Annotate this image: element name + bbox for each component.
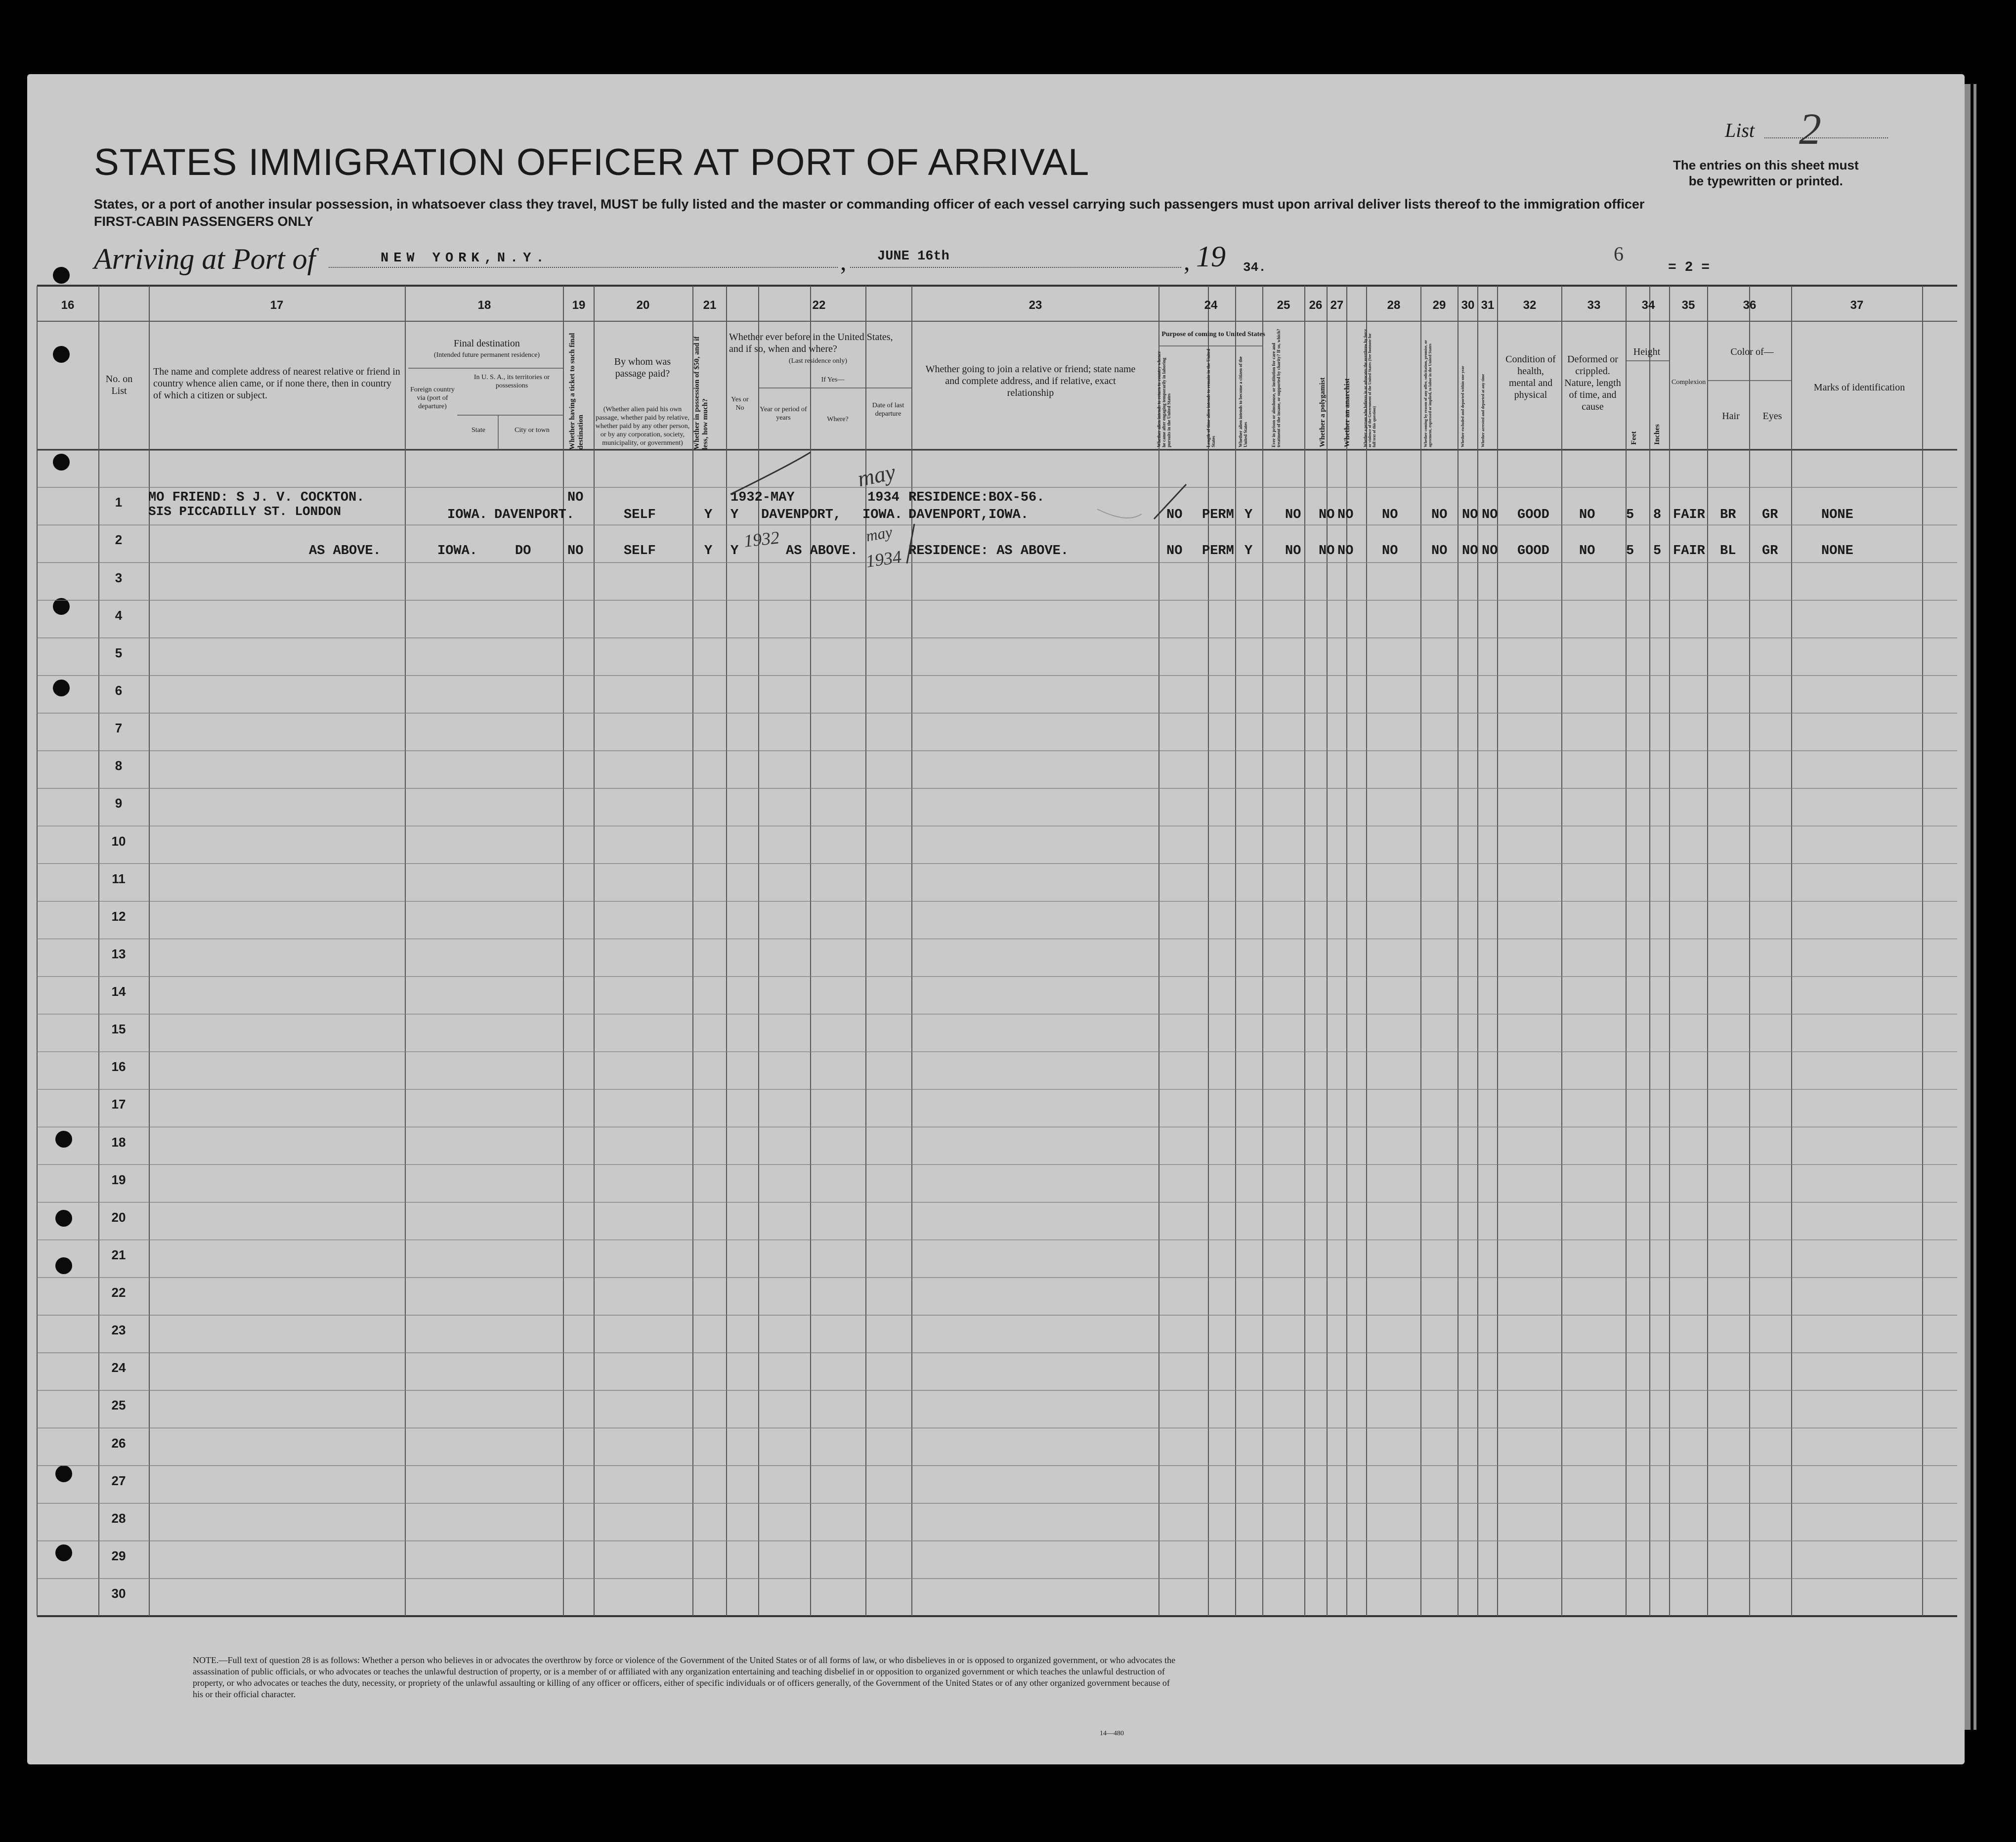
header-purpose-citizen: Whether alien intends to become a citizen of the United States xyxy=(1238,356,1248,447)
marks: NONE xyxy=(1821,544,1853,558)
before-where: DAVENPORT, xyxy=(761,508,842,522)
column-number: 26 xyxy=(1309,299,1323,312)
polygamist: NO xyxy=(1319,508,1335,522)
row-number: 8 xyxy=(115,758,123,773)
handwritten-may-2: may xyxy=(864,522,894,545)
list-label: List xyxy=(1725,119,1755,141)
header-before-in-us: Whether ever before in the United States, and if so, when and where? xyxy=(729,332,893,354)
typed-note-line-2: be typewritten or printed. xyxy=(1688,173,1843,188)
money: Y xyxy=(704,544,713,558)
column-number: 30 xyxy=(1461,299,1475,312)
eyes: GR xyxy=(1762,508,1778,522)
hand-mark: 6 xyxy=(1614,243,1624,265)
row-number: 6 xyxy=(115,683,123,698)
header-state: State xyxy=(472,427,485,434)
row-number: 11 xyxy=(112,871,126,886)
citizen: Y xyxy=(1244,508,1253,522)
row-number: 4 xyxy=(115,607,123,623)
ticket: NO xyxy=(567,490,584,505)
header-yes-no: Yes or No xyxy=(731,396,749,412)
header-anarchist: Whether an anarchist xyxy=(1343,378,1351,447)
deformed: NO xyxy=(1579,508,1595,522)
header-deformed: Deformed or crippled. Nature, length of time, and cause xyxy=(1564,354,1621,412)
height-inches: 8 xyxy=(1653,508,1662,522)
instructions: States, or a port of another insular possession, in whatsoever class they travel, MUST be fully listed and the master or commanding officer of each vessel carrying such passengers must upon arrival deliver lists thereof to the immigration officer xyxy=(94,197,1645,212)
row-number: 7 xyxy=(115,721,123,736)
complexion: FAIR xyxy=(1673,508,1705,522)
header-final-destination: Final destination xyxy=(454,338,520,349)
handwritten-1934: 1934 xyxy=(864,547,903,571)
header-purpose: Purpose of coming to United States xyxy=(1161,331,1265,338)
before-where-2: IOWA. xyxy=(862,508,903,522)
row-number: 20 xyxy=(111,1209,126,1225)
header-where: Where? xyxy=(827,416,849,423)
arriving-label: Arriving at Port of xyxy=(94,243,316,275)
header-last-departure: Date of last departure xyxy=(872,402,904,418)
column-number: 27 xyxy=(1330,299,1344,312)
column-number: 31 xyxy=(1481,299,1495,312)
header-excluded: Whether excluded and deported within one year xyxy=(1460,366,1465,447)
row-number: 14 xyxy=(111,984,126,999)
health: GOOD xyxy=(1517,508,1549,522)
anarchist: NO xyxy=(1337,508,1354,522)
page-title: STATES IMMIGRATION OFFICER AT PORT OF ARRIVAL xyxy=(94,141,1090,183)
typed-note-line-1: The entries on this sheet must xyxy=(1673,158,1859,172)
passenger-class: FIRST-CABIN PASSENGERS ONLY xyxy=(94,214,314,229)
footnote: NOTE.—Full text of question 28 is as follows: Whether a person who believes in or advocates the overthrow by force or violence of the Government of the United States or of all forms of law, or who disbelieves in or is opposed to organized government, or who advocates the assassination of public officials, or who advocates or teaches the unlawful destruction of property, or is a member of or affiliated with any organization entertaining and teaching disbelief in or opposition to organized government or which teaches the unlawful destruction of property, or who advocates or teaches the duty, necessity, or propriety of the unlawful assaulting or killing of any officer or officers, either of specific individuals or of officers generally, of the Government of the United States or of any other organized government because of his or their official character. xyxy=(193,1655,1176,1699)
column-number: 18 xyxy=(477,299,491,312)
join-line-1: RESIDENCE: AS ABOVE. xyxy=(908,544,1069,558)
row-number: 25 xyxy=(111,1398,126,1413)
deported: NO xyxy=(1482,508,1498,522)
before-where: AS ABOVE. xyxy=(786,544,858,558)
height-inches: 5 xyxy=(1653,544,1662,558)
excluded: NO xyxy=(1462,544,1478,558)
header-overthrow: Whether a person who believes in or advocates the overthrow by force or violence of the Government of the United States (See footnote for full text of this question) xyxy=(1363,329,1376,447)
header-health: Condition of health, mental and physical xyxy=(1505,354,1556,400)
row-number: 16 xyxy=(111,1059,126,1074)
row-number: 28 xyxy=(111,1510,126,1526)
header-year: Year or period of years xyxy=(760,406,807,422)
header-if-yes: If Yes— xyxy=(821,376,845,384)
header-height: Height xyxy=(1633,346,1661,357)
header-deported: Whether arrested and deported at any time xyxy=(1481,374,1485,447)
row-number: 24 xyxy=(111,1360,126,1375)
ticket: NO xyxy=(567,544,584,558)
year-prefix: 19 xyxy=(1196,240,1226,273)
excluded: NO xyxy=(1462,508,1478,522)
row-number: 29 xyxy=(111,1548,126,1563)
overthrow: NO xyxy=(1382,508,1398,522)
column-number: 25 xyxy=(1277,299,1290,312)
column-number: 36 xyxy=(1743,299,1757,312)
purpose: NO xyxy=(1166,508,1183,522)
column-number: 23 xyxy=(1029,299,1042,312)
before-year: 1932-MAY xyxy=(730,490,795,505)
column-number: 16 xyxy=(61,299,75,312)
complexion: FAIR xyxy=(1673,544,1705,558)
header-marks: Marks of identification xyxy=(1813,382,1905,393)
overthrow: NO xyxy=(1382,544,1398,558)
header-paid-by: By whom was passage paid? xyxy=(614,356,671,379)
header-final-destination-sub: (Intended future permanent residence) xyxy=(433,351,540,359)
header-polygamist: Whether a polygamist xyxy=(1319,377,1327,447)
row-number: 30 xyxy=(111,1586,126,1601)
row-number: 17 xyxy=(111,1097,126,1112)
row-number: 23 xyxy=(111,1323,126,1338)
anarchist: NO xyxy=(1337,544,1354,558)
header-usa: In U. S. A., its territories or possessions xyxy=(473,374,550,389)
header-color: Color of— xyxy=(1730,346,1774,357)
relative-line-1: AS ABOVE. xyxy=(309,544,381,558)
marks: NONE xyxy=(1821,508,1853,522)
header-city: City or town xyxy=(515,427,550,434)
header-purpose-length: Length of time alien intends to remain in the United States xyxy=(1206,348,1216,447)
header-purpose-return: Whether alien intends to return to country whence he came after engaging temporarily in laboring pursuits in the United States xyxy=(1157,351,1171,447)
comma: , xyxy=(840,248,847,275)
arrival-date: JUNE 16th xyxy=(877,249,949,264)
header-complexion: Complexion xyxy=(1672,379,1706,386)
hair: BL xyxy=(1720,544,1736,558)
before-yes: Y xyxy=(730,508,739,522)
column-number: 28 xyxy=(1387,299,1401,312)
form-number: 14—480 xyxy=(1100,1730,1124,1737)
header-feet: Feet xyxy=(1630,431,1638,445)
column-number: 33 xyxy=(1587,299,1601,312)
row-number: 3 xyxy=(115,570,123,585)
column-number: 34 xyxy=(1641,299,1655,312)
handwritten-may: may xyxy=(855,459,898,492)
header-foreign-country: Foreign country via (port of departure) xyxy=(410,386,455,410)
header-hair: Hair xyxy=(1722,411,1740,422)
column-number: 17 xyxy=(270,299,284,312)
row-number: 21 xyxy=(111,1247,126,1262)
height-feet: 5 xyxy=(1626,508,1634,522)
purpose: NO xyxy=(1166,544,1183,558)
prison: NO xyxy=(1285,508,1301,522)
column-number: 35 xyxy=(1681,299,1695,312)
row-number: 5 xyxy=(115,645,123,660)
header-no-on-list: No. on List xyxy=(105,374,133,396)
header-eyes: Eyes xyxy=(1762,411,1782,422)
header-labor: Whether coming by reason of any offer, solicitation, promise, or agreement, expressed or implied, to labor in the United States xyxy=(1423,340,1432,447)
column-number: 21 xyxy=(703,299,717,312)
header-inches: Inches xyxy=(1653,424,1661,445)
deformed: NO xyxy=(1579,544,1595,558)
header-prison: Ever in prison or almshouse, or institution for care and treatment of the insane, or supported by charity? If so, which? xyxy=(1271,329,1281,447)
paid-by: SELF xyxy=(624,544,656,558)
row-number: 15 xyxy=(111,1022,126,1037)
length: PERM xyxy=(1202,544,1234,558)
deported: NO xyxy=(1482,544,1498,558)
column-number: 20 xyxy=(636,299,650,312)
row-number: 10 xyxy=(111,833,126,849)
hair: BR xyxy=(1720,508,1736,522)
header-relative: The name and complete address of nearest relative or friend in country whence alien came, or if none there, then in country of which a citizen or subject. xyxy=(153,366,400,401)
relative-line-2: SIS PICCADILLY ST. LONDON xyxy=(148,504,342,519)
labor: NO xyxy=(1431,544,1448,558)
join-line-2: DAVENPORT,IOWA. xyxy=(908,508,1029,522)
column-number: 37 xyxy=(1850,299,1864,312)
dest-state: IOWA. xyxy=(437,544,478,558)
paid-by: SELF xyxy=(624,508,656,522)
before-date: 1934 xyxy=(867,490,900,505)
length: PERM xyxy=(1202,508,1234,522)
dest-state: IOWA. xyxy=(447,508,488,522)
header-before-sub: (Last residence only) xyxy=(788,357,848,365)
column-number: 22 xyxy=(812,299,826,312)
dest-city: DAVENPORT. xyxy=(494,508,575,522)
header-money: Whether in possession of $50, and if less, how much? xyxy=(693,336,709,450)
row-number: 22 xyxy=(111,1285,126,1300)
list-number: 2 xyxy=(1799,105,1821,154)
header-ticket: Whether having a ticket to such final destination xyxy=(568,333,585,450)
row-number: 12 xyxy=(111,908,126,924)
column-number: 24 xyxy=(1204,299,1218,312)
row-number: 26 xyxy=(111,1435,126,1451)
before-yes: Y xyxy=(730,544,739,558)
column-number: 19 xyxy=(572,299,586,312)
polygamist: NO xyxy=(1319,544,1335,558)
row-number: 13 xyxy=(111,946,126,961)
height-feet: 5 xyxy=(1626,544,1634,558)
dest-city: DO xyxy=(515,544,531,558)
row-number: 18 xyxy=(111,1134,126,1150)
health: GOOD xyxy=(1517,544,1549,558)
money: Y xyxy=(704,508,713,522)
column-number: 29 xyxy=(1432,299,1446,312)
page-mark: = 2 = xyxy=(1668,260,1710,275)
header-paid-by-sub: (Whether alien paid his own passage, whether paid by relative, whether paid by any other person, or by any corporation, society, municipality, or government) xyxy=(595,406,690,447)
labor: NO xyxy=(1431,508,1448,522)
arrival-port: NEW YORK,N.Y. xyxy=(381,251,549,266)
row-number: 9 xyxy=(115,796,123,811)
row-number: 2 xyxy=(115,532,123,548)
column-number: 32 xyxy=(1523,299,1537,312)
relative-line-1: MO FRIEND: S J. V. COCKTON. xyxy=(148,490,365,505)
row-number: 27 xyxy=(111,1473,126,1488)
citizen: Y xyxy=(1244,544,1253,558)
header-join-relative: Whether going to join a relative or friend; state name and complete address, and if relative, exact relationship xyxy=(925,364,1136,398)
row-number: 1 xyxy=(115,495,123,510)
join-line-1: RESIDENCE:BOX-56. xyxy=(908,490,1045,505)
row-number: 19 xyxy=(111,1172,126,1187)
prison: NO xyxy=(1285,544,1301,558)
handwritten-1932: 1932 xyxy=(743,527,780,551)
year-suffix: 34. xyxy=(1243,260,1266,275)
eyes: GR xyxy=(1762,544,1778,558)
comma: , xyxy=(1184,248,1190,275)
